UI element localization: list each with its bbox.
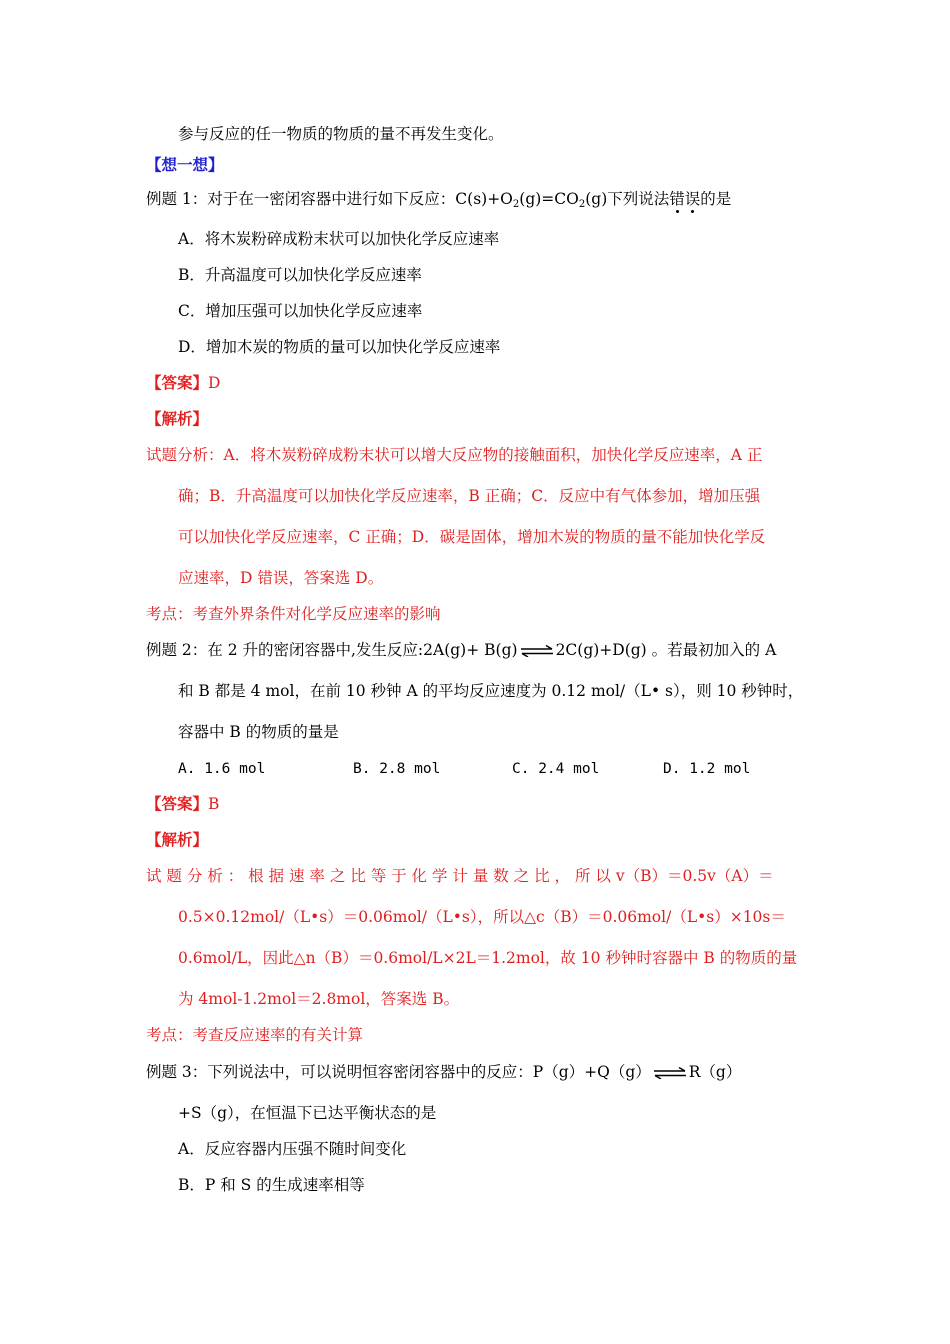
example2-analysis-line1: 试 题 分 析 ： 根 据 速 率 之 比 等 于 化 学 计 量 数 之 比 ， 所 以 v（B）＝0.5v（A）＝ bbox=[146, 867, 774, 885]
example1-tail: 的是 bbox=[700, 190, 732, 208]
example1-option-d: D．增加木炭的物质的量可以加快化学反应速率 bbox=[178, 338, 501, 356]
think-header: 【想一想】 bbox=[146, 155, 224, 174]
example1-emphasis2: 误 bbox=[684, 190, 701, 208]
example1-question bbox=[146, 189, 731, 215]
example1-option-b: B．升高温度可以加快化学反应速率 bbox=[178, 266, 422, 284]
example2-analysis-line4: 为 4mol-1.2mol＝2.8mol，答案选 B。 bbox=[178, 990, 460, 1008]
example2-line1-b: 2C(g)+D(g) 。若最初加入的 A bbox=[555, 641, 777, 659]
example1-option-c: C．增加压强可以加快化学反应速率 bbox=[178, 302, 423, 320]
example2-analysis-label: 【解析】 bbox=[146, 830, 209, 849]
example3-question-line2: +S（g），在恒温下已达平衡状态的是 bbox=[178, 1104, 437, 1122]
example1-option-a: A．将木炭粉碎成粉末状可以加快化学反应速率 bbox=[178, 230, 500, 248]
example1-analysis-line2: 确；B．升高温度可以加快化学反应速率，B 正确；C．反应中有气体参加，增加压强 bbox=[178, 487, 761, 505]
example3-option-b: B．P 和 S 的生成速率相等 bbox=[178, 1176, 365, 1194]
equilibrium-arrow-icon bbox=[520, 645, 554, 657]
example1-answer-value: D bbox=[208, 374, 221, 392]
example2-question-line1 bbox=[146, 640, 776, 660]
example2-question-line3: 容器中 B 的物质的量是 bbox=[178, 723, 339, 741]
example1-sub2: 2 bbox=[578, 199, 586, 210]
example2-option-b: B. 2.8 mol bbox=[353, 761, 441, 777]
example1-answer-label: 【答案】 bbox=[146, 373, 209, 392]
example2-knowledge-point: 考点：考查反应速率的有关计算 bbox=[146, 1026, 364, 1044]
example2-answer-label: 【答案】 bbox=[146, 794, 209, 813]
example2-line1-a: 例题 2：在 2 升的密闭容器中,发生反应:2A(g)+ B(g) bbox=[146, 641, 518, 659]
example3-question-line1 bbox=[146, 1062, 741, 1082]
example2-question-line2: 和 B 都是 4 mol，在前 10 秒钟 A 的平均反应速度为 0.12 mol/（L• s），则 10 秒钟时， bbox=[178, 682, 804, 700]
example1-emphasis1: 错 bbox=[669, 190, 685, 208]
intro-text: 参与反应的任一物质的物质的量不再发生变化。 bbox=[178, 125, 504, 143]
example3-option-a: A．反应容器内压强不随时间变化 bbox=[178, 1140, 407, 1158]
example2-analysis-line2: 0.5×0.12mol/（L•s）＝0.06mol/（L•s），所以△c（B）＝0.06mol/（L•s）×10s＝ bbox=[178, 908, 786, 926]
example1-knowledge-point: 考点：考查外界条件对化学反应速率的影响 bbox=[146, 605, 441, 623]
equilibrium-arrow-icon bbox=[653, 1067, 687, 1079]
example2-analysis-line3: 0.6mol/L，因此△n（B）＝0.6mol/L×2L＝1.2mol，故 10 秒钟时容器中 B 的物质的量 bbox=[178, 949, 798, 967]
example2-option-c: C. 2.4 mol bbox=[512, 761, 600, 777]
example1-suffix: (g)下列说法 bbox=[585, 190, 670, 208]
example1-prefix: 例题 1：对于在一密闭容器中进行如下反应：C(s)+O bbox=[146, 190, 513, 208]
example2-option-d: D. 1.2 mol bbox=[663, 761, 751, 777]
example1-sub1: 2 bbox=[512, 199, 520, 210]
example1-answer bbox=[146, 373, 220, 393]
example1-analysis-line3: 可以加快化学反应速率，C 正确；D．碳是固体，增加木炭的物质的量不能加快化学反 bbox=[178, 528, 766, 546]
example2-answer bbox=[146, 794, 219, 814]
example1-mid: (g)=CO bbox=[519, 190, 579, 208]
example1-analysis-line1: 试题分析：A．将木炭粉碎成粉末状可以增大反应物的接触面积，加快化学反应速率，A 正 bbox=[146, 446, 763, 464]
example2-option-a: A. 1.6 mol bbox=[178, 761, 266, 777]
example2-answer-value: B bbox=[208, 795, 220, 813]
example3-line1-b: R（g） bbox=[688, 1063, 742, 1081]
example3-line1-a: 例题 3：下列说法中，可以说明恒容密闭容器中的反应：P（g）+Q（g） bbox=[146, 1063, 651, 1081]
example1-analysis-line4: 应速率，D 错误，答案选 D。 bbox=[178, 569, 384, 587]
example1-analysis-label: 【解析】 bbox=[146, 409, 209, 428]
